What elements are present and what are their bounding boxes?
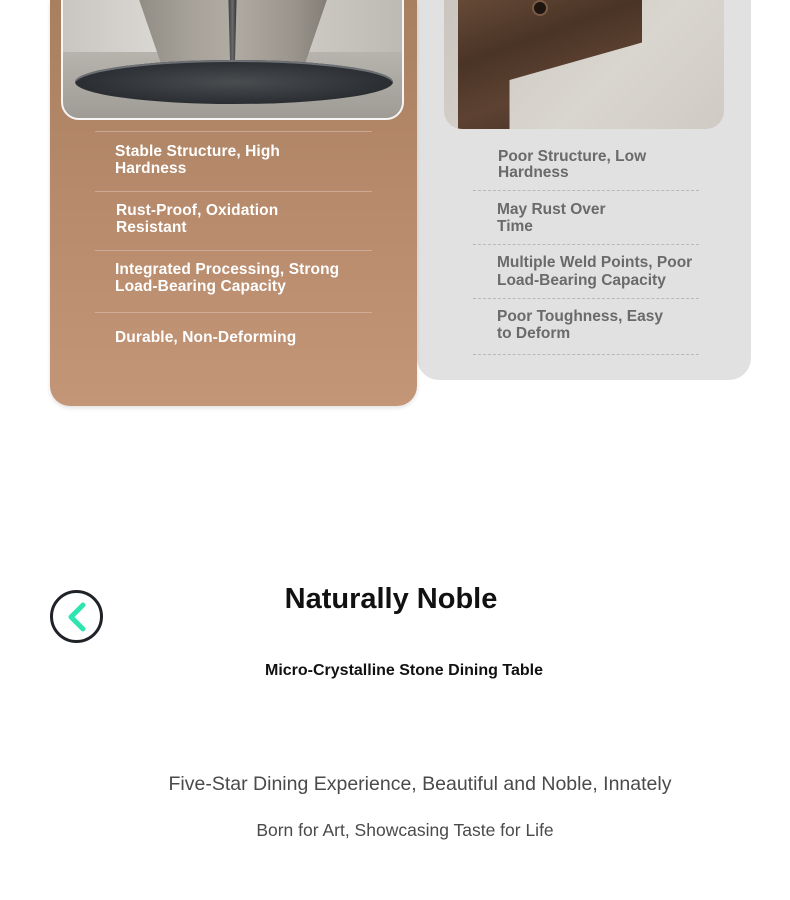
description-line: Five-Star Dining Experience, Beautiful and Noble, Innately (168, 773, 672, 795)
divider (95, 191, 372, 192)
divider (95, 250, 372, 251)
product-subtitle: Micro-Crystalline Stone Dining Table (265, 662, 543, 679)
feature-item: Durable, Non-Deforming (115, 329, 297, 346)
rusty-steel-frame-image (444, 0, 724, 129)
table-base-image (61, 0, 404, 120)
page-title: Naturally Noble (284, 583, 498, 615)
divider (95, 131, 372, 132)
divider (473, 244, 699, 245)
drawback-item: May Rust Over Time (497, 201, 606, 235)
description-line: Born for Art, Showcasing Taste for Life (256, 820, 554, 840)
feature-item: Integrated Processing, Strong Load-Bearing Capacity (115, 261, 340, 295)
divider (473, 190, 699, 191)
drawback-item: Poor Structure, Low Hardness (498, 148, 647, 181)
divider (473, 354, 699, 355)
divider (95, 312, 372, 313)
feature-item: Rust-Proof, Oxidation Resistant (116, 202, 279, 236)
drawback-item: Multiple Weld Points, Poor Load-Bearing Capacity (497, 254, 693, 289)
divider (473, 298, 699, 299)
feature-item: Stable Structure, High Hardness (115, 143, 280, 177)
drawback-item: Poor Toughness, Easy to Deform (497, 308, 663, 342)
